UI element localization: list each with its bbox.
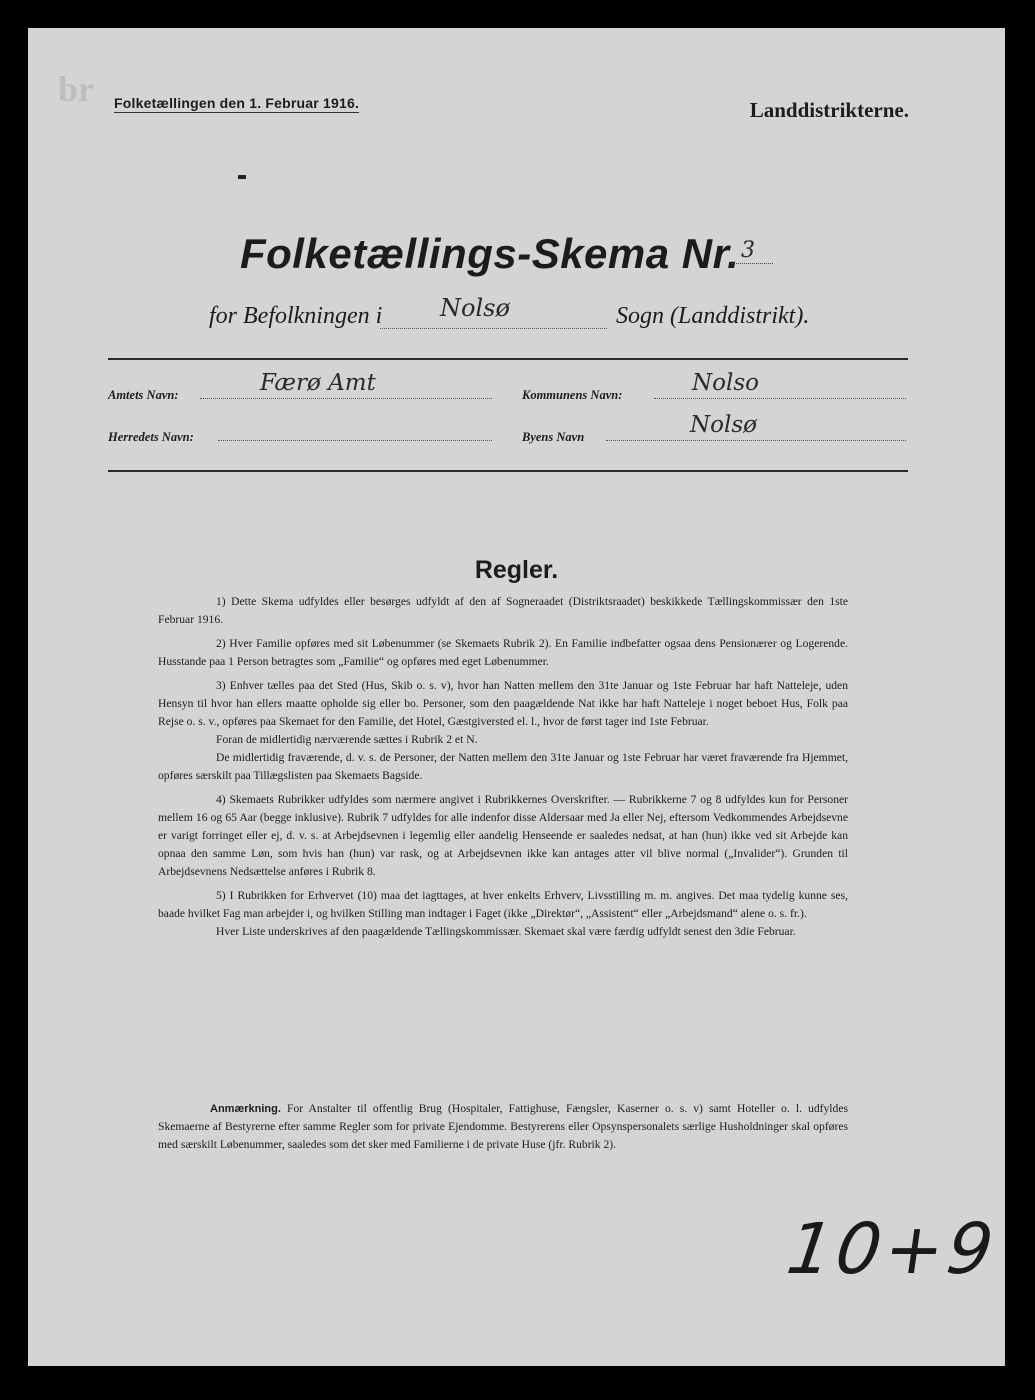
rule-3-absent: De midlertidig fraværende, d. v. s. de Personer, der Natten mellem den 31te Januar og 1ste Februar har været fraværende fra Hjemmet, opføres særskilt paa Tillægslisten paa Skemaets Bagside. [158, 751, 848, 782]
faded-stamp: br [58, 69, 94, 109]
subtitle-suffix: Sogn (Landdistrikt). [616, 303, 810, 329]
subtitle-prefix: for Befolkningen i [209, 303, 383, 329]
kommune-label: Kommunens Navn: [522, 388, 623, 402]
rule-6: Hver Liste underskrives af den paagældende Tællingskommissær. Skemaet skal være færdig udfyldt senest den 3die Februar. [216, 925, 796, 938]
kommune-value: Nolso [692, 370, 759, 396]
amt-label: Amtets Navn: [108, 388, 179, 402]
herred-fill-line [218, 422, 492, 441]
herred-label: Herredets Navn: [108, 430, 194, 444]
rule-5: 5) I Rubrikken for Erhvervet (10) maa det iagttages, at hver enkelts Erhverv, Livsstilling m. m. angives. Det maa tydelig kunne ses, baade hvilket Fag man arbejder i, og hvilken Stilling man indtager i Faget (ikke „Direktør“, „Assistent“ eller „Arbejdsmand“ alene o. s. fr.). [158, 889, 848, 920]
amt-value: Færø Amt [260, 370, 376, 396]
rule-2: 2) Hver Familie opføres med sit Løbenummer (se Skemaets Rubrik 2). En Familie indbefatter ogsaa dens Pensionærer og Logerende. Husstande paa 1 Person betragtes som „Familie“ og opføres med eget Løbenummer. [158, 637, 848, 668]
census-date-header: Folketællingen den 1. Februar 1916. [114, 95, 360, 111]
divider-top [108, 358, 908, 360]
note-text: For Anstalter til offentlig Brug (Hospitaler, Fattighuse, Fængsler, Kaserner o. s. v) samt Hoteller o. l. udfyldes Skemaerne af Bestyrerne efter samme Regler som for private Ejendomme. Bestyrerens eller Opsynspersonalets særlige Husholdninger skal opføres med særskilt Løbenummer, saaledes som det sker med Familierne i de private Huse (jfr. Rubrik 2). [158, 1102, 848, 1151]
rules-body [158, 593, 848, 947]
district-type-header: Landdistrikterne. [749, 98, 909, 122]
by-value: Nolsø [690, 412, 757, 438]
rule-3-present: Foran de midlertidig nærværende sættes i Rubrik 2 et N. [216, 733, 478, 746]
rules-heading: Regler. [474, 556, 559, 584]
form-title: Folketællings-Skema Nr. [240, 230, 740, 277]
form-number: 3 [731, 238, 773, 264]
ink-mark [238, 175, 246, 179]
note-label: Anmærkning. [210, 1103, 281, 1115]
by-label: Byens Navn [522, 430, 585, 444]
parish-value: Nolsø [440, 294, 510, 322]
census-form-page [28, 28, 1005, 1366]
rule-3: 3) Enhver tælles paa det Sted (Hus, Skib o. s. v), hvor han Natten mellem den 31te Januar og 1ste Februar har haft Natteleje, uden Hensyn til hvor han ellers maatte opholde sig eller bo. Personer, som den paagældende Nat ikke har haft Natteleje i noget beboet Hus, Folk paa Rejse o. s. v., opføres paa Skemaet for den Familie, det Hotel, Gæstgiversted el. l., hvor de først tager ind 1ste Februar. [158, 679, 848, 728]
divider-bottom [108, 470, 908, 472]
rule-1: 1) Dette Skema udfyldes eller besørges udfyldt af den af Sogneraadet (Distriktsraadet) beskikkede Tællingskommissær den 1ste Februar 1916. [158, 595, 848, 626]
annotation-note [158, 1100, 848, 1154]
rule-4: 4) Skemaets Rubrikker udfyldes som nærmere angivet i Rubrikkernes Overskrifter. — Rubrikkerne 7 og 8 udfyldes kun for Personer mellem 16 og 65 Aar (begge inklusive). Rubrik 7 udfyldes for alle indenfor disse Aldersaar med Ja eller Nej, eftersom Vedkommendes Arbejdsevne er varigt forringet eller ej, d. v. s. at Arbejdsevnen i legemlig eller aandelig Henseende er saaledes nedsat, at han (hun) ikke ved sit Arbejde kan opnaa den samme Løn, som hvis han (hun) var rask, og at Arbejdsevnen ikke kan antages atter vil blive normal („Invalider“). Grunden til Arbejdsevnens Nedsættelse anføres i Rubrik 8. [158, 793, 848, 878]
handwritten-count: 10+9 [782, 1208, 1003, 1290]
